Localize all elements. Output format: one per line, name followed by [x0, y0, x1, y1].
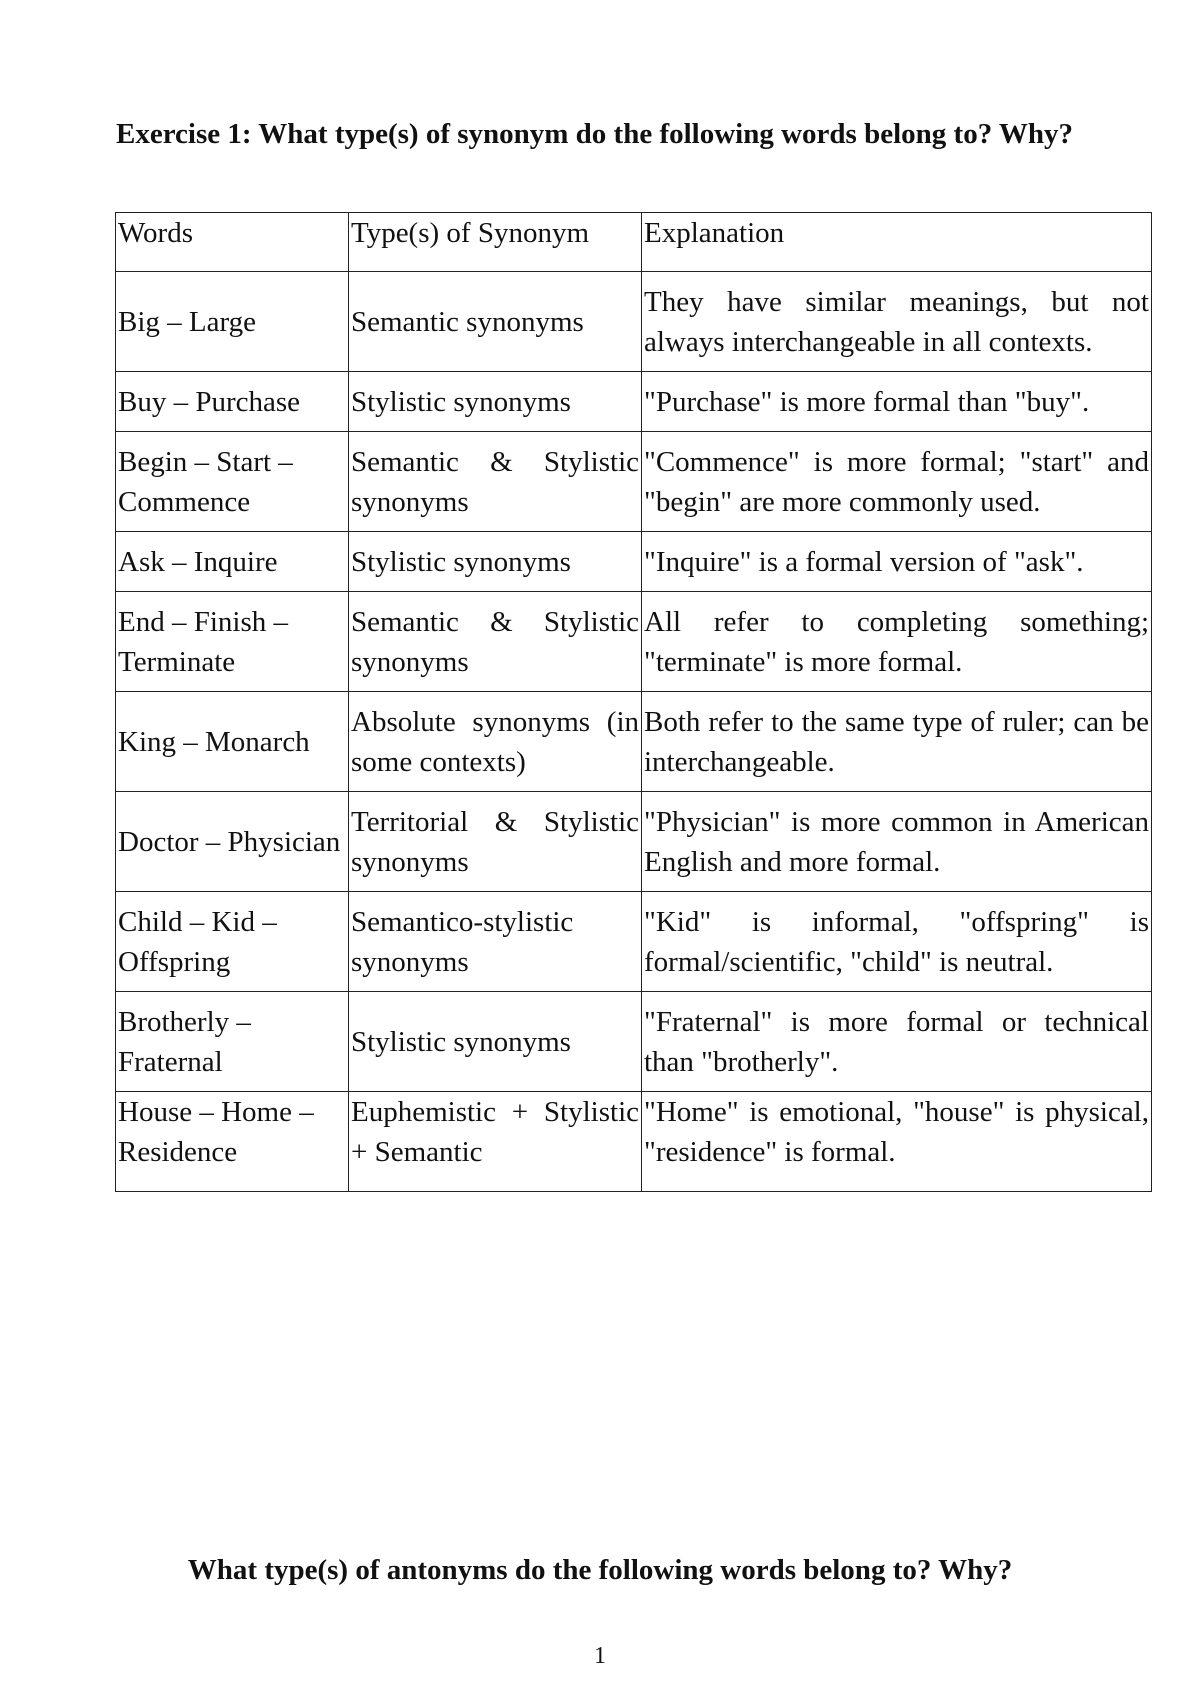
cell-words: House – Home – Residence	[116, 1092, 349, 1192]
cell-words: Big – Large	[116, 272, 349, 372]
table-row	[116, 692, 1152, 792]
cell-words: Buy – Purchase	[116, 372, 349, 432]
header-cell-explanation: Explanation	[642, 213, 1152, 272]
cell-words: Begin – Start – Commence	[116, 432, 349, 532]
cell-type: Territorial & Stylistic synonyms	[349, 792, 642, 892]
cell-type: Stylistic synonyms	[349, 532, 642, 592]
cell-explanation: "Kid" is informal, "offspring" is formal/scientific, "child" is neutral.	[642, 892, 1152, 992]
table-row	[116, 892, 1152, 992]
antonym-exercise-title: What type(s) of antonyms do the following words belong to? Why?	[187, 1554, 1013, 1586]
table-row	[116, 792, 1152, 892]
cell-words: King – Monarch	[116, 692, 349, 792]
cell-words: Ask – Inquire	[116, 532, 349, 592]
cell-type: Stylistic synonyms	[349, 992, 642, 1092]
cell-explanation: "Physician" is more common in American English and more formal.	[642, 792, 1152, 892]
cell-explanation: "Commence" is more formal; "start" and "begin" are more commonly used.	[642, 432, 1152, 532]
header-cell-words: Words	[116, 213, 349, 272]
cell-words: Doctor – Physician	[116, 792, 349, 892]
cell-explanation: "Fraternal" is more formal or technical than "brotherly".	[642, 992, 1152, 1092]
cell-type: Euphemistic + Stylistic + Semantic	[349, 1092, 642, 1192]
cell-type: Absolute synonyms (in some contexts)	[349, 692, 642, 792]
cell-explanation: They have similar meanings, but not always interchangeable in all contexts.	[642, 272, 1152, 372]
cell-words: End – Finish – Terminate	[116, 592, 349, 692]
cell-explanation: Both refer to the same type of ruler; can be interchangeable.	[642, 692, 1152, 792]
page-number: 1	[594, 1643, 606, 1669]
cell-words: Child – Kid – Offspring	[116, 892, 349, 992]
table-row	[116, 592, 1152, 692]
cell-explanation: "Purchase" is more formal than "buy".	[642, 372, 1152, 432]
synonym-table	[115, 212, 1152, 1192]
table-row	[116, 272, 1152, 372]
cell-explanation: "Home" is emotional, "house" is physical, "residence" is formal.	[642, 1092, 1152, 1192]
table-header-row	[116, 213, 1152, 272]
table-row	[116, 372, 1152, 432]
exercise-title: Exercise 1: What type(s) of synonym do the following words belong to? Why?	[116, 118, 1074, 150]
table-row	[116, 532, 1152, 592]
cell-type: Semantic & Stylistic synonyms	[349, 592, 642, 692]
header-cell-type: Type(s) of Synonym	[349, 213, 642, 272]
cell-explanation: "Inquire" is a formal version of "ask".	[642, 532, 1152, 592]
cell-type: Semantic synonyms	[349, 272, 642, 372]
cell-type: Stylistic synonyms	[349, 372, 642, 432]
cell-words: Brotherly – Fraternal	[116, 992, 349, 1092]
table-row	[116, 432, 1152, 532]
cell-type: Semantic & Stylistic synonyms	[349, 432, 642, 532]
cell-type: Semantico-stylistic synonyms	[349, 892, 642, 992]
table-row	[116, 1092, 1152, 1192]
cell-explanation: All refer to completing something; "terminate" is more formal.	[642, 592, 1152, 692]
table-row	[116, 992, 1152, 1092]
